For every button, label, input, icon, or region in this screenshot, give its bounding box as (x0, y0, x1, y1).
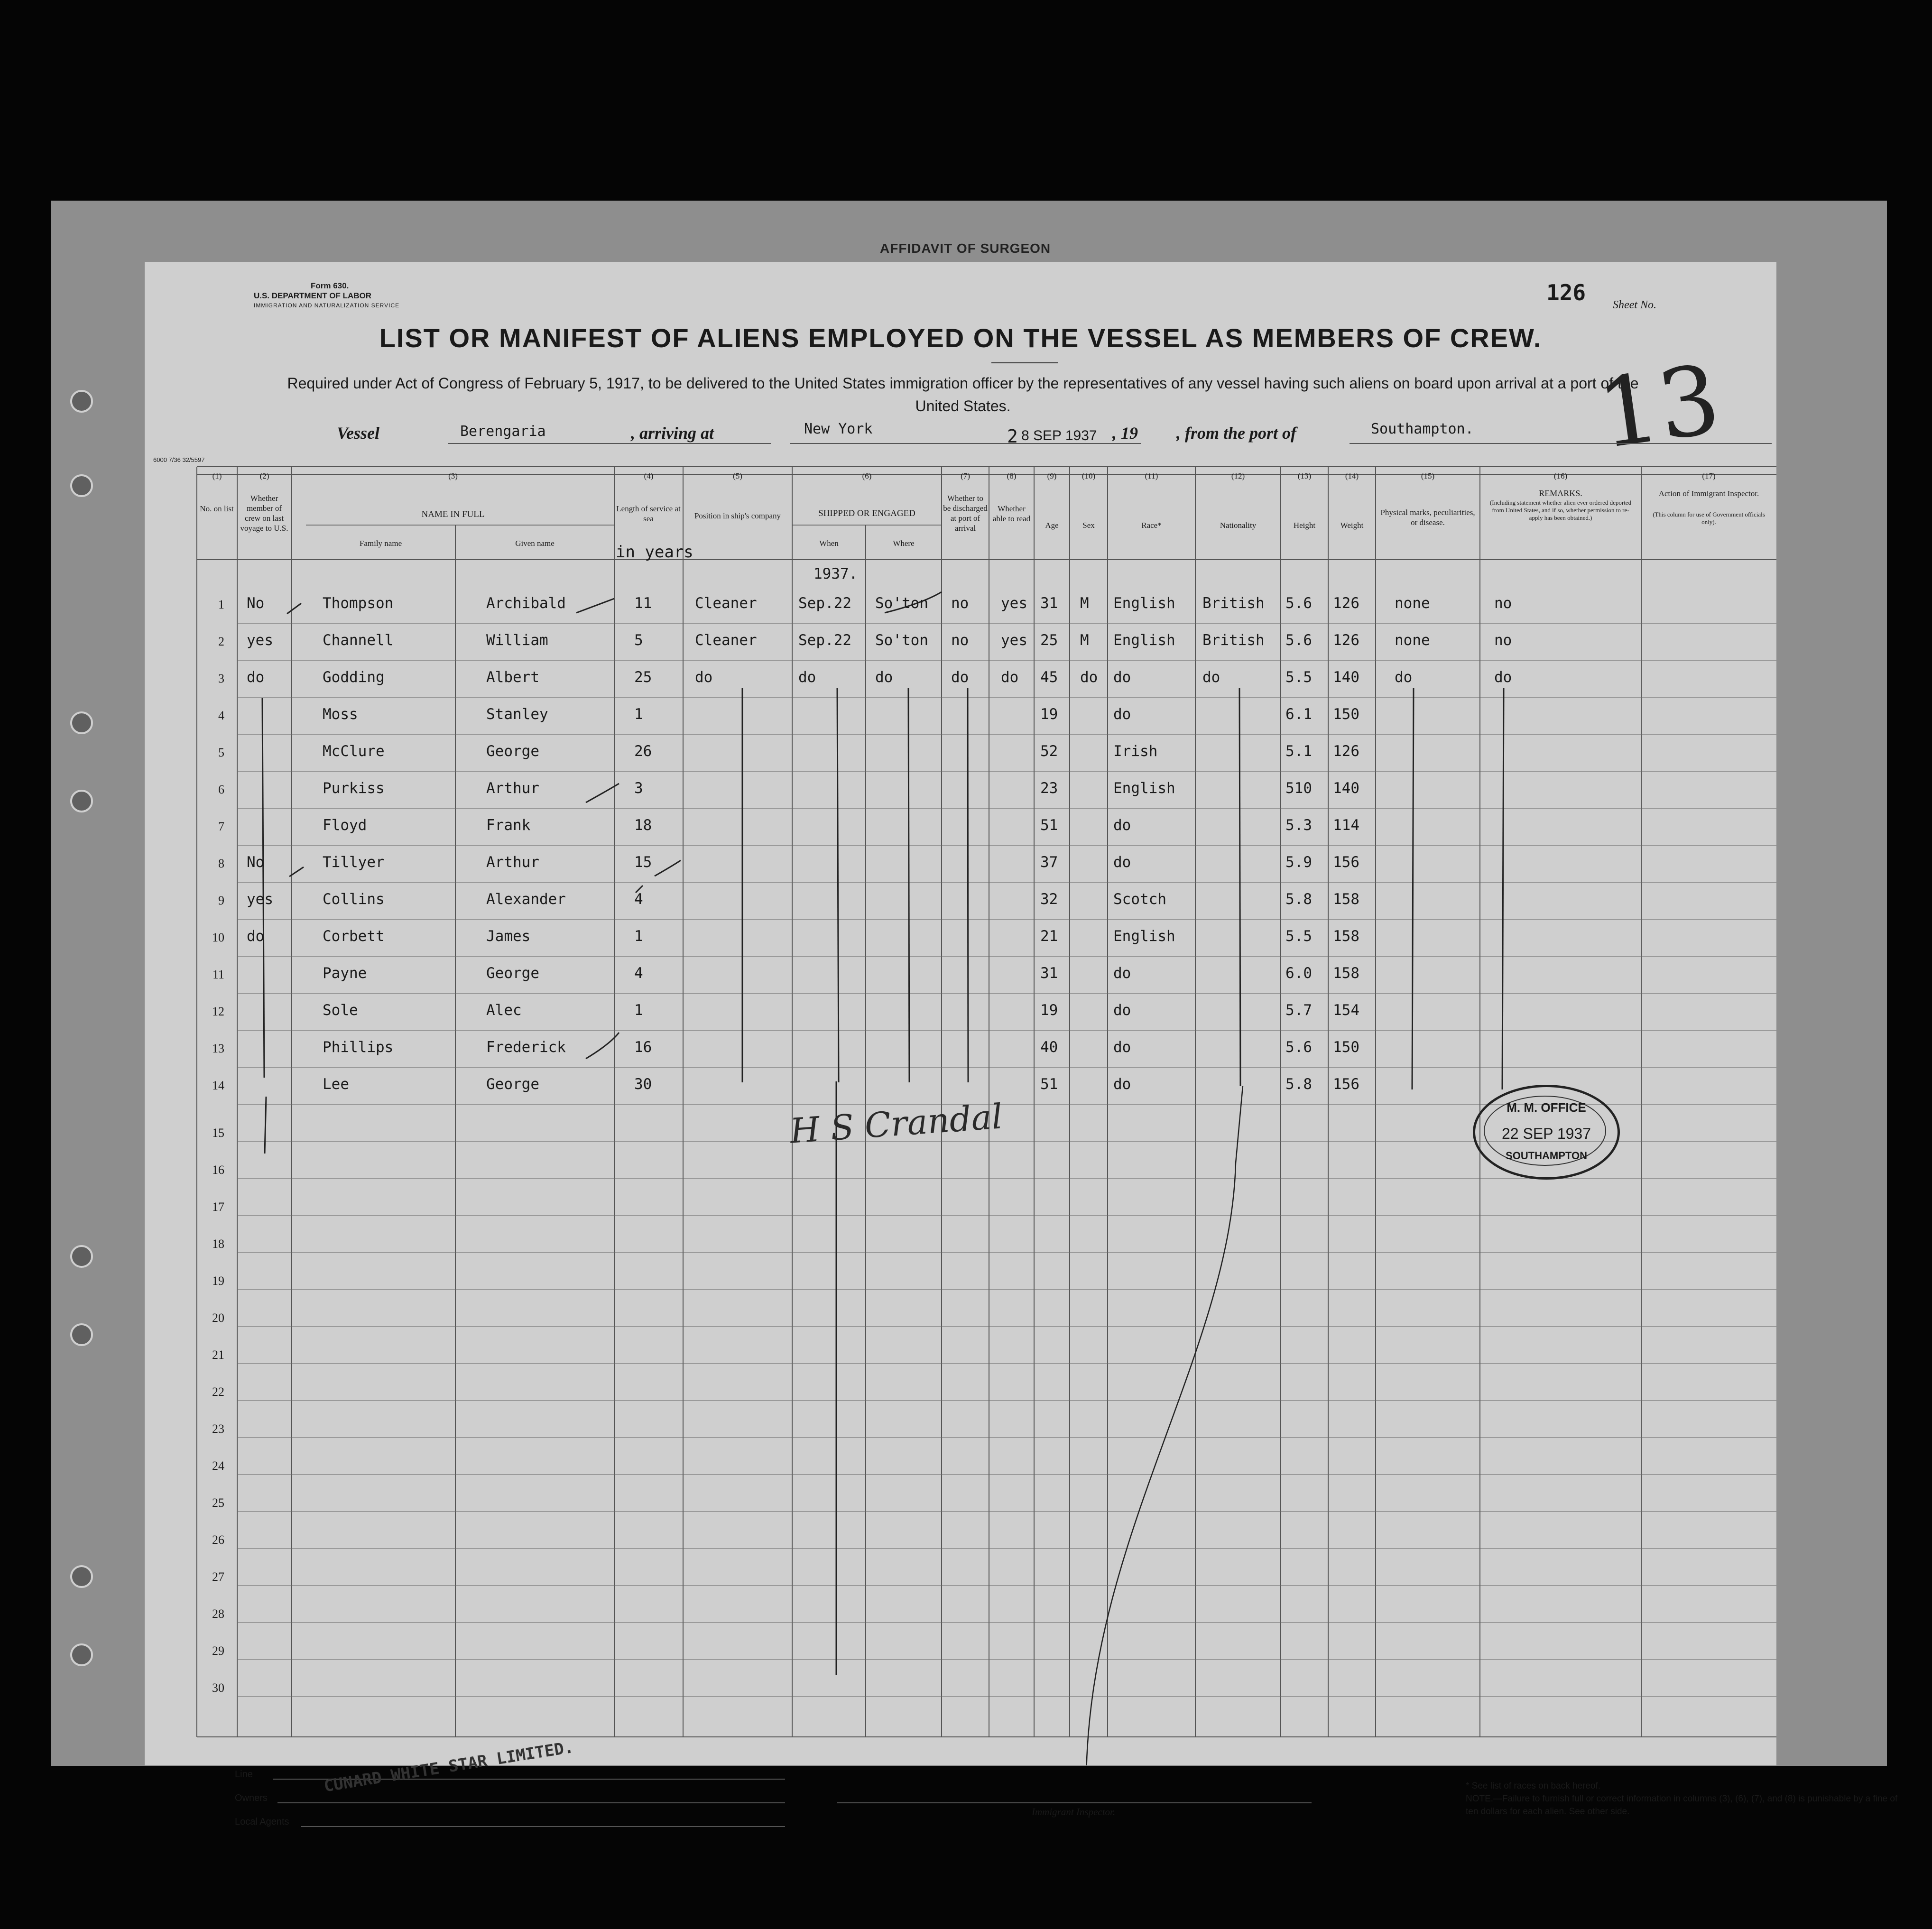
cell-years: 4 (634, 965, 643, 982)
row-number-23: 23 (212, 1422, 224, 1436)
row-number: 8 (218, 857, 224, 870)
cell-given: Frederick (486, 1039, 566, 1056)
col-num-11: (11) (1145, 471, 1158, 480)
cell-race: do (1113, 1039, 1131, 1056)
cell-weight: 154 (1333, 1002, 1359, 1019)
row-number-24: 24 (212, 1459, 224, 1473)
row-number-18: 18 (212, 1237, 224, 1251)
row-number: 12 (212, 1005, 224, 1018)
cell-height: 5.8 (1285, 1076, 1312, 1093)
cell-age: 31 (1040, 595, 1058, 612)
cell-weight: 126 (1333, 632, 1359, 649)
binding-hole (70, 474, 93, 497)
cell-sex: M (1080, 632, 1089, 649)
sheet-number-label: Sheet No. (1613, 299, 1656, 311)
col-head-family-name: Family name (359, 539, 402, 548)
cell-years: 1 (634, 1002, 643, 1019)
cell-age: 45 (1040, 669, 1058, 686)
col-head-height: Height (1293, 521, 1316, 530)
service-units-annotation: in years (616, 543, 693, 562)
cell-given: Frank (486, 817, 531, 834)
cell-race: do (1113, 854, 1131, 871)
page-subtitle: Required under Act of Congress of February 5, 1917, to be delivered to the United States immigration officer by the representatives of any vessel having such aliens on board upon arrival at a port of the United States. (287, 375, 1639, 415)
row-number: 9 (218, 894, 224, 907)
cell-height: 5.3 (1285, 817, 1312, 834)
cell-nationality: British (1202, 595, 1265, 612)
col-head-remarks-note: (Including statement whether alien ever ordered deported from United States, and if so, whether permission to re-apply has been obtained.) (1489, 499, 1632, 521)
cell-years: 25 (634, 669, 652, 686)
cell-given: William (486, 632, 548, 649)
arrival-date-day: 2 (1007, 426, 1018, 447)
cell-height: 5.6 (1285, 595, 1312, 612)
row-number-29: 29 (212, 1644, 224, 1658)
cell-race: do (1113, 669, 1131, 686)
cell-given: James (486, 928, 531, 945)
cell-weight: 156 (1333, 1076, 1359, 1093)
cell-given: Archibald (486, 595, 566, 612)
stamp-office: M. M. OFFICE (1507, 1100, 1586, 1115)
cell-race: do (1113, 965, 1131, 982)
col-num-7: (7) (961, 471, 970, 480)
col-num-16: (16) (1553, 471, 1568, 480)
col-num-3: (3) (448, 471, 458, 480)
col-head-given-name: Given name (515, 539, 555, 548)
col-num-9: (9) (1047, 471, 1057, 480)
cell-given: Albert (486, 669, 539, 686)
binding-hole (70, 790, 93, 812)
cell-disch: no (951, 595, 969, 612)
cell-weight: 126 (1333, 595, 1359, 612)
departure-port: Southampton. (1371, 421, 1474, 437)
cell-family: Tillyer (323, 854, 385, 871)
cell-weight: 158 (1333, 891, 1359, 908)
row-number: 13 (212, 1042, 224, 1055)
col-head-discharged: Whether to be discharged at port of arrival (943, 494, 988, 533)
cell-race: do (1113, 1076, 1131, 1093)
from-port-label: , from the port of (1176, 424, 1297, 443)
col-num-15: (15) (1421, 471, 1435, 480)
stamp-date: 22 SEP 1937 (1501, 1125, 1591, 1142)
cell-race: Scotch (1113, 891, 1166, 908)
row-number: 2 (218, 635, 224, 648)
col-num-1: (1) (212, 471, 222, 480)
cell-nationality: do (1202, 669, 1220, 686)
cell-family: Godding (323, 669, 385, 686)
cell-height: 6.1 (1285, 706, 1312, 723)
col-head-race: Race* (1141, 521, 1162, 530)
row-number-27: 27 (212, 1570, 224, 1584)
cell-weight: 156 (1333, 854, 1359, 871)
arrival-date-stamp: 8 SEP 1937 (1021, 428, 1097, 443)
col-head-physical-marks: Physical marks, peculiarities, or disease. (1380, 508, 1475, 527)
binding-hole (70, 1565, 93, 1588)
cell-nationality: British (1202, 632, 1265, 649)
cell-age: 40 (1040, 1039, 1058, 1056)
cell-race: do (1113, 706, 1131, 723)
cell-prev: do (247, 928, 265, 945)
cell-weight: 114 (1333, 817, 1359, 834)
row-number-19: 19 (212, 1274, 224, 1288)
cell-family: Moss (323, 706, 358, 723)
inspector-label: Immigrant Inspector. (1032, 1806, 1116, 1818)
cell-age: 23 (1040, 780, 1058, 797)
cell-race: English (1113, 780, 1175, 797)
cell-where: So'ton (875, 632, 928, 649)
cell-years: 5 (634, 632, 643, 649)
cell-family: Corbett (323, 928, 385, 945)
cell-prev: yes (247, 891, 273, 908)
arriving-port: New York (804, 421, 873, 437)
col-num-17: (17) (1702, 471, 1716, 480)
cell-given: Alexander (486, 891, 566, 908)
cell-height: 5.5 (1285, 669, 1312, 686)
cell-given: Alec (486, 1002, 522, 1019)
cell-height: 5.8 (1285, 891, 1312, 908)
cell-years: 4 (634, 891, 643, 908)
row-number: 3 (218, 672, 224, 685)
cell-age: 31 (1040, 965, 1058, 982)
cell-family: Payne (323, 965, 367, 982)
cell-given: Arthur (486, 780, 539, 797)
row-number: 6 (218, 783, 224, 796)
cell-height: 5.7 (1285, 1002, 1312, 1019)
vessel-name: Berengaria (460, 423, 546, 440)
row-number: 7 (218, 820, 224, 833)
cell-height: 5.1 (1285, 743, 1312, 760)
cell-given: Arthur (486, 854, 539, 871)
cell-age: 37 (1040, 854, 1058, 871)
penalty-note: NOTE.—Failure to furnish full or correct information in columns (3), (6), (7), and (8) is punishable by a fine of ten dollars for each alien. See other side. (1466, 1794, 1898, 1817)
cell-marks: none (1395, 632, 1430, 649)
cell-family: Purkiss (323, 780, 385, 797)
row-number: 10 (212, 931, 224, 944)
local-agents-label: Local Agents (235, 1817, 289, 1827)
cell-height: 5.9 (1285, 854, 1312, 871)
col-head-age: Age (1045, 521, 1059, 530)
cell-family: Channell (323, 632, 394, 649)
page-title: LIST OR MANIFEST OF ALIENS EMPLOYED ON THE VESSEL AS MEMBERS OF CREW. (379, 323, 1542, 353)
year-label: , 19 (1112, 424, 1138, 443)
line-label: Line (235, 1769, 253, 1780)
cell-weight: 140 (1333, 780, 1359, 797)
cell-position: Cleaner (695, 595, 757, 612)
cell-family: Floyd (323, 817, 367, 834)
cell-family: Thompson (323, 595, 394, 612)
cell-years: 16 (634, 1039, 652, 1056)
cell-weight: 150 (1333, 706, 1359, 723)
col-head-length-of-service: Length of service at sea (616, 504, 681, 523)
cell-family: McClure (323, 743, 385, 760)
manifest-sheet (145, 262, 1898, 1827)
manifest-grid (145, 262, 1776, 1765)
row-number-28: 28 (212, 1607, 224, 1621)
col-num-10: (10) (1082, 471, 1096, 480)
col-num-14: (14) (1345, 471, 1359, 480)
row-number: 4 (218, 709, 224, 722)
cell-weight: 158 (1333, 965, 1359, 982)
cell-family: Phillips (323, 1039, 394, 1056)
cell-age: 25 (1040, 632, 1058, 649)
col-head-able-to-read: Whether able to read (992, 504, 1031, 523)
cell-disch: do (951, 669, 969, 686)
row-number: 1 (218, 598, 224, 611)
cell-prev: No (247, 595, 265, 612)
row-number: 11 (212, 968, 224, 981)
cell-family: Lee (323, 1076, 349, 1093)
col-head-where: Where (893, 539, 915, 548)
cell-race: do (1113, 817, 1131, 834)
cell-height: 5.5 (1285, 928, 1312, 945)
cell-given: George (486, 965, 539, 982)
margin-mark: 13 (1591, 344, 1727, 471)
col-head-no-on-list: No. on list (200, 504, 234, 513)
sheet-number: 126 (1546, 280, 1586, 305)
cell-disch: no (951, 632, 969, 649)
print-code: 6000 7/36 32/5597 (153, 456, 205, 463)
year-annotation: 1937. (813, 565, 858, 582)
cell-marks: do (1395, 669, 1413, 686)
row-number: 5 (218, 746, 224, 759)
col-head-last-voyage: Whether member of crew on last voyage to U.S. (240, 494, 288, 533)
cell-age: 19 (1040, 706, 1058, 723)
row-number-25: 25 (212, 1496, 224, 1510)
cell-height: 5.6 (1285, 632, 1312, 649)
col-num-13: (13) (1297, 471, 1312, 480)
cell-position: Cleaner (695, 632, 757, 649)
cell-read: do (1001, 669, 1019, 686)
cell-years: 26 (634, 743, 652, 760)
row-number-30: 30 (212, 1681, 224, 1695)
binding-hole (70, 1643, 93, 1666)
cell-weight: 158 (1333, 928, 1359, 945)
col-num-12: (12) (1231, 471, 1245, 480)
cell-height: 510 (1285, 780, 1312, 797)
row-number-15: 15 (212, 1126, 224, 1140)
cell-when: Sep.22 (798, 595, 851, 612)
cell-age: 19 (1040, 1002, 1058, 1019)
cell-years: 1 (634, 928, 643, 945)
col-head-inspector-action: Action of Immigrant Inspector. (1658, 489, 1759, 498)
cell-race: English (1113, 595, 1175, 612)
cell-given: George (486, 743, 539, 760)
cell-years: 15 (634, 854, 652, 871)
cell-sex: do (1080, 669, 1098, 686)
cell-race: English (1113, 928, 1175, 945)
cell-remarks: do (1494, 669, 1512, 686)
col-head-sex: Sex (1082, 521, 1095, 530)
cell-read: yes (1001, 632, 1027, 649)
col-num-2: (2) (259, 471, 269, 480)
cell-height: 5.6 (1285, 1039, 1312, 1056)
col-head-position: Position in ship's company (694, 511, 781, 520)
mm-office-stamp (1473, 1085, 1620, 1180)
col-num-8: (8) (1007, 471, 1017, 480)
form-number: Form 630. (311, 281, 349, 290)
col-head-nationality: Nationality (1220, 521, 1257, 530)
cell-weight: 150 (1333, 1039, 1359, 1056)
cell-weight: 140 (1333, 669, 1359, 686)
row-number-22: 22 (212, 1385, 224, 1399)
cell-family: Sole (323, 1002, 358, 1019)
owners-label: Owners (235, 1793, 268, 1803)
cell-remarks: no (1494, 595, 1512, 612)
affidavit-header: AFFIDAVIT OF SURGEON (880, 241, 1051, 256)
cell-age: 32 (1040, 891, 1058, 908)
cell-prev: yes (247, 632, 273, 649)
cell-sex: M (1080, 595, 1089, 612)
cell-years: 30 (634, 1076, 652, 1093)
cell-given: Stanley (486, 706, 548, 723)
arriving-label: , arriving at (631, 424, 714, 443)
col-num-5: (5) (733, 471, 742, 480)
col-num-6: (6) (862, 471, 872, 480)
cell-years: 18 (634, 817, 652, 834)
row-number-20: 20 (212, 1311, 224, 1325)
binding-hole (70, 711, 93, 734)
cell-remarks: no (1494, 632, 1512, 649)
col-head-name-in-full: NAME IN FULL (421, 509, 485, 519)
cell-read: yes (1001, 595, 1027, 612)
cell-position: do (695, 669, 713, 686)
row-number-21: 21 (212, 1348, 224, 1362)
cell-family: Collins (323, 891, 385, 908)
cell-age: 51 (1040, 1076, 1058, 1093)
vessel-label: Vessel (337, 424, 379, 443)
binding-hole (70, 390, 93, 413)
cell-age: 52 (1040, 743, 1058, 760)
col-head-remarks: REMARKS. (1539, 489, 1582, 498)
row-number-26: 26 (212, 1533, 224, 1547)
agent-stamp: CUNARD WHITE STAR LIMITED. (323, 1737, 575, 1796)
race-footnote: * See list of races on back hereof. (1466, 1781, 1601, 1791)
cell-age: 51 (1040, 817, 1058, 834)
cell-where: So'ton (875, 595, 928, 612)
col-num-4: (4) (644, 471, 654, 480)
row-number-17: 17 (212, 1200, 224, 1214)
col-head-inspector-note: (This column for use of Government officials only). (1653, 511, 1765, 526)
row-number: 14 (212, 1079, 224, 1092)
cell-years: 3 (634, 780, 643, 797)
col-head-weight: Weight (1340, 521, 1364, 530)
cell-when: do (798, 669, 816, 686)
cell-prev: do (247, 669, 265, 686)
cell-age: 21 (1040, 928, 1058, 945)
cell-marks: none (1395, 595, 1430, 612)
cell-race: English (1113, 632, 1175, 649)
col-head-shipped-engaged: SHIPPED OR ENGAGED (818, 508, 915, 518)
cell-race: do (1113, 1002, 1131, 1019)
department-name: U.S. DEPARTMENT OF LABOR (254, 291, 372, 300)
cell-race: Irish (1113, 743, 1158, 760)
binding-hole (70, 1323, 93, 1346)
cell-where: do (875, 669, 893, 686)
row-number-16: 16 (212, 1163, 224, 1177)
service-name: IMMIGRATION AND NATURALIZATION SERVICE (254, 302, 400, 309)
surgeon-signature: H S Crandal (788, 1096, 1004, 1151)
col-head-when: When (819, 539, 839, 548)
cell-weight: 126 (1333, 743, 1359, 760)
stamp-port: SOUTHAMPTON (1506, 1150, 1587, 1162)
cell-given: George (486, 1076, 539, 1093)
cell-prev: No (247, 854, 265, 871)
binding-hole (70, 1245, 93, 1268)
cell-years: 1 (634, 706, 643, 723)
cell-height: 6.0 (1285, 965, 1312, 982)
cell-when: Sep.22 (798, 632, 851, 649)
cell-years: 11 (634, 595, 652, 612)
